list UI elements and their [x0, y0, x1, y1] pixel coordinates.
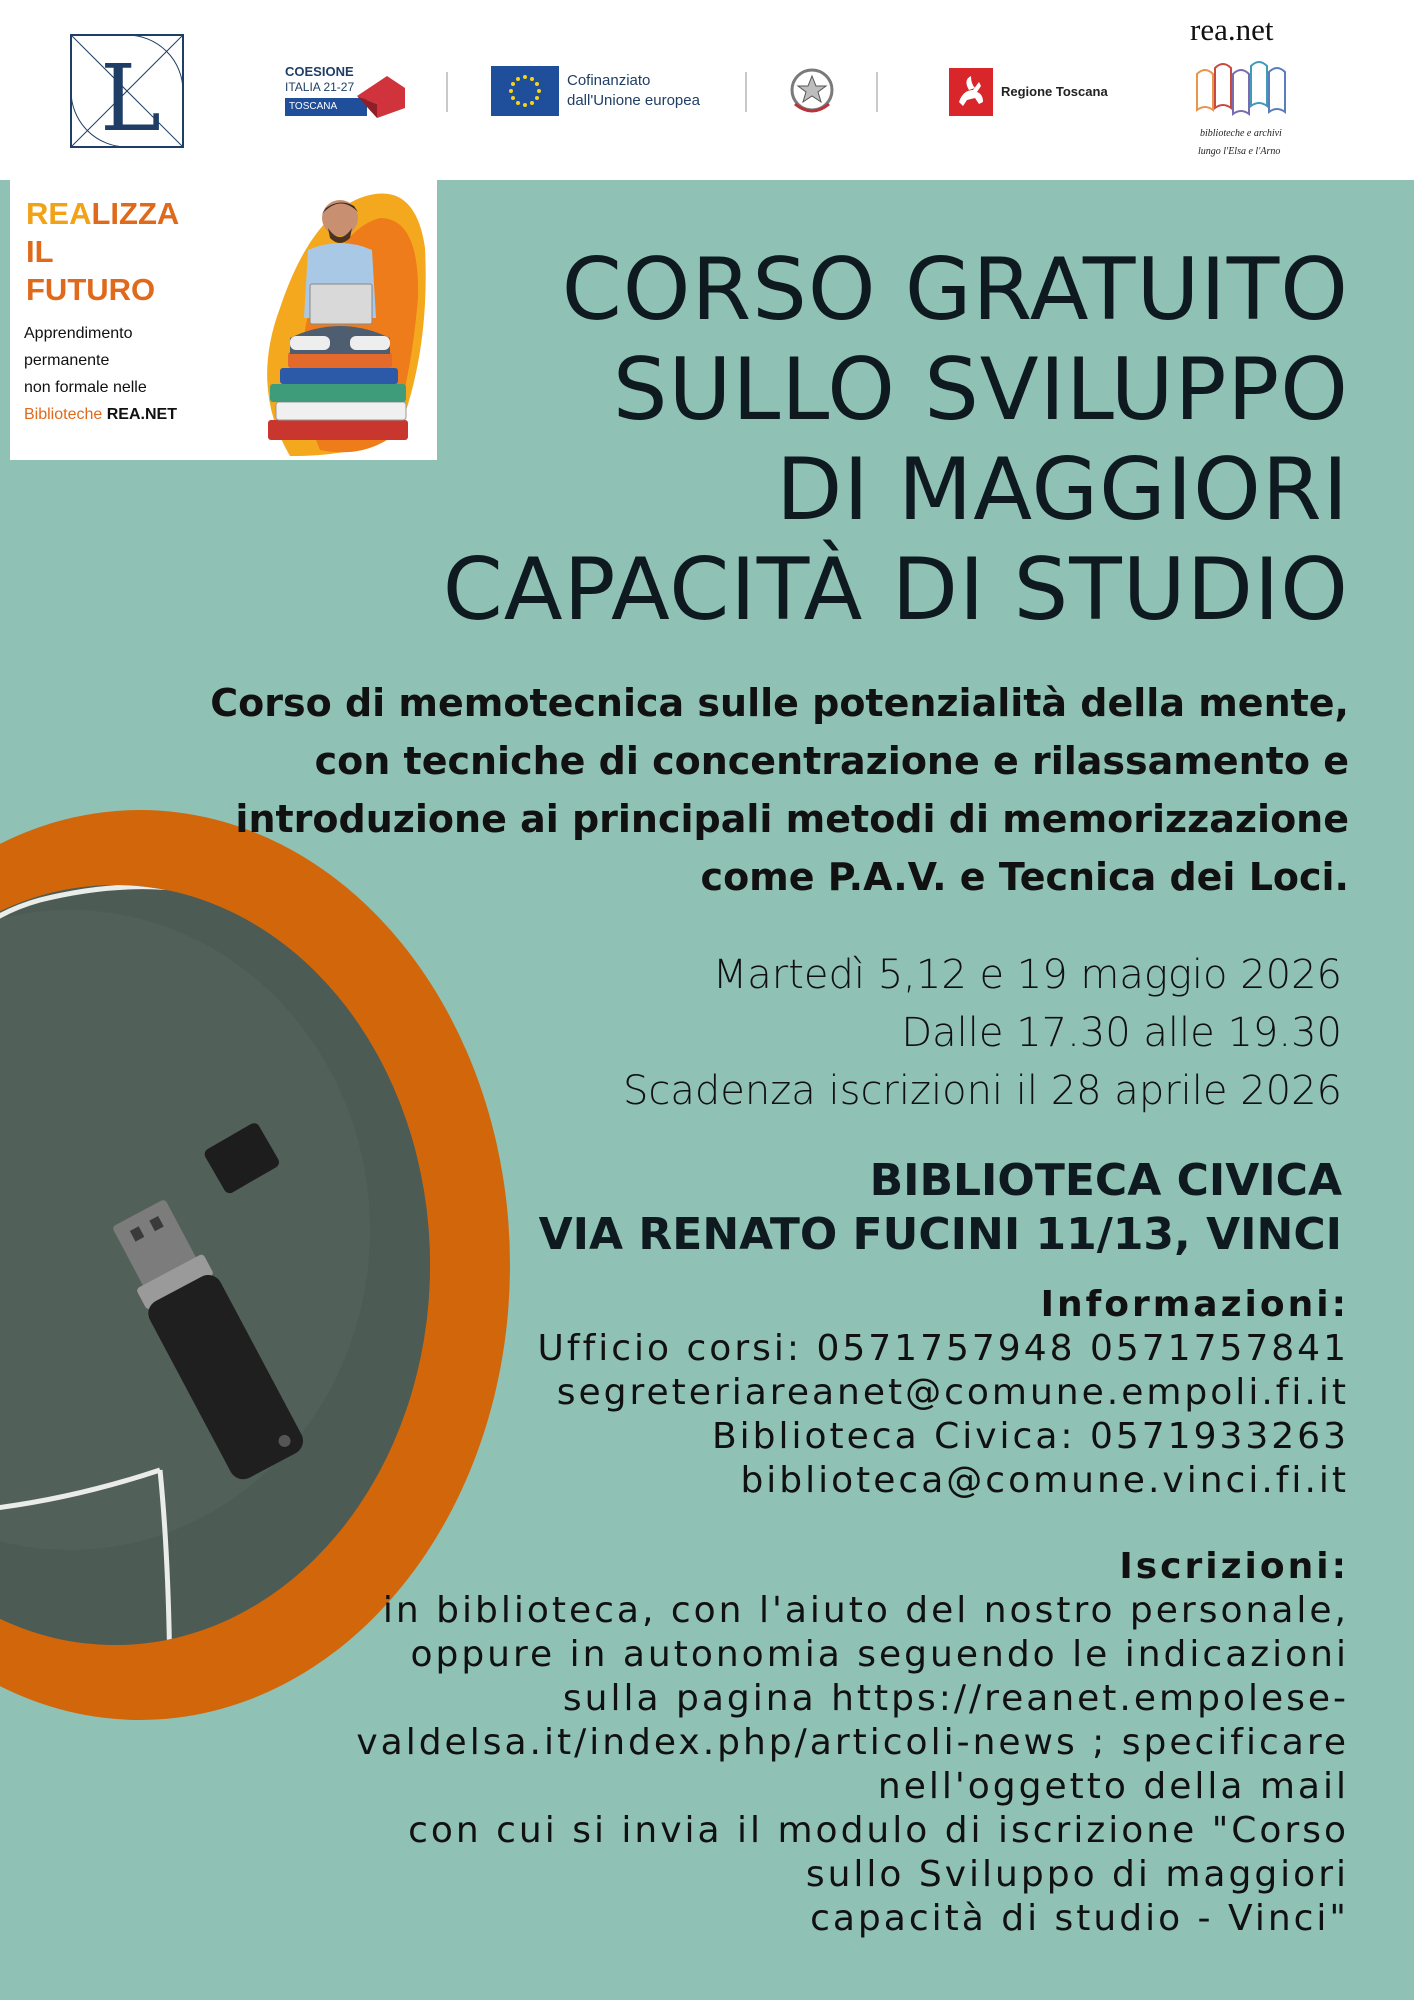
reanet-sub1: biblioteche e archivi — [1200, 128, 1282, 139]
promo-line1-a: REA — [26, 196, 92, 231]
promo-line1-b: LIZZA — [91, 196, 180, 231]
logo-header — [0, 0, 1414, 180]
promo-line1 — [26, 196, 179, 232]
monogram-l-logo — [70, 34, 184, 148]
reanet-title: rea.net — [1190, 12, 1274, 47]
title-line: CAPACITÀ DI STUDIO — [442, 540, 1349, 640]
promo-desc3: non formale nelle — [24, 379, 147, 396]
enrollment-line: oppure in autonomia seguendo le indicazioni — [410, 1634, 1349, 1675]
svg-text:L: L — [100, 45, 162, 148]
promo-desc1: Apprendimento — [24, 325, 133, 342]
promo-desc4-a: Biblioteche — [24, 406, 103, 423]
info-email-reanet: segreteriareanet@comune.empoli.fi.it — [556, 1372, 1349, 1413]
promo-desc4-b: REA.NET — [106, 406, 177, 423]
reanet-books-icon — [1193, 60, 1297, 118]
separator — [446, 72, 448, 112]
enrollment-line: nell'oggetto della mail — [877, 1766, 1349, 1807]
info-email-library: biblioteca@comune.vinci.fi.it — [740, 1460, 1349, 1501]
enrollment-line: sullo Sviluppo di maggiori — [805, 1854, 1349, 1895]
promo-line2: IL — [26, 234, 54, 269]
eu-line2: dall'Unione europea — [567, 92, 700, 109]
enrollment-line: valdelsa.it/index.php/articoli-news ; specificare — [356, 1722, 1349, 1763]
schedule-dates: Martedì 5,12 e 19 maggio 2026 — [712, 952, 1342, 998]
course-description — [149, 674, 1349, 906]
schedule — [442, 946, 1342, 1120]
description-line: Corso di memotecnica sulle potenzialità della mente, — [210, 681, 1349, 725]
regione-toscana-logo — [949, 68, 1109, 118]
description-line: introduzione ai principali metodi di memorizzazione — [235, 797, 1349, 841]
enrollment-line: in biblioteca, con l'aiuto del nostro personale, — [382, 1590, 1349, 1631]
schedule-time: Dalle 17.30 alle 19.30 — [901, 1010, 1342, 1056]
coesione-region: TOSCANA — [289, 101, 338, 112]
location-address: VIA RENATO FUCINI 11/13, VINCI — [538, 1209, 1342, 1260]
description-line: con tecniche di concentrazione e rilassamento e — [314, 739, 1349, 783]
enrollment-line: con cui si invia il modulo di iscrizione "Corso — [408, 1810, 1349, 1851]
title-line: CORSO GRATUITO — [561, 240, 1349, 340]
location — [342, 1154, 1342, 1262]
separator — [876, 72, 878, 112]
enrollment-info — [149, 1545, 1349, 1941]
enrollment-deadline: Scadenza iscrizioni il 28 aprile 2026 — [623, 1068, 1342, 1114]
info-heading: Informazioni: — [1040, 1284, 1349, 1325]
description-line: come P.A.V. e Tecnica dei Loci. — [700, 855, 1349, 899]
promo-line3: FUTURO — [26, 272, 156, 307]
info-phone-office: Ufficio corsi: 0571757948 0571757841 — [537, 1328, 1349, 1369]
info-phone-library: Biblioteca Civica: 0571933263 — [711, 1416, 1349, 1457]
coesione-italia-logo — [285, 60, 405, 122]
eu-line1: Cofinanziato — [567, 72, 651, 89]
promo-desc4 — [24, 401, 177, 428]
eu-flag-icon — [491, 66, 559, 116]
enrollment-heading: Iscrizioni: — [1119, 1546, 1349, 1587]
italian-republic-emblem-icon — [789, 66, 835, 118]
reanet-logo — [1180, 10, 1310, 165]
title-line: SULLO SVILUPPO — [612, 340, 1349, 440]
contact-info — [249, 1283, 1349, 1503]
toscana-label: Regione Toscana — [1001, 84, 1108, 99]
coesione-arrow-icon — [357, 66, 407, 118]
enrollment-line: capacità di studio - Vinci" — [810, 1898, 1349, 1939]
pegasus-icon — [949, 68, 993, 116]
location-name: BIBLIOTECA CIVICA — [869, 1155, 1342, 1206]
course-title — [249, 240, 1349, 640]
reanet-sub2: lungo l'Elsa e l'Arno — [1198, 146, 1281, 157]
coesione-title: COESIONE — [285, 64, 354, 79]
enrollment-line: sulla pagina https://reanet.empolese- — [562, 1678, 1349, 1719]
coesione-sub: ITALIA 21-27 — [285, 80, 355, 94]
title-line: DI MAGGIORI — [776, 440, 1349, 540]
eu-cofinanced-logo — [491, 66, 721, 118]
promo-desc2: permanente — [24, 352, 110, 369]
coesione-band — [285, 98, 367, 116]
separator — [745, 72, 747, 112]
